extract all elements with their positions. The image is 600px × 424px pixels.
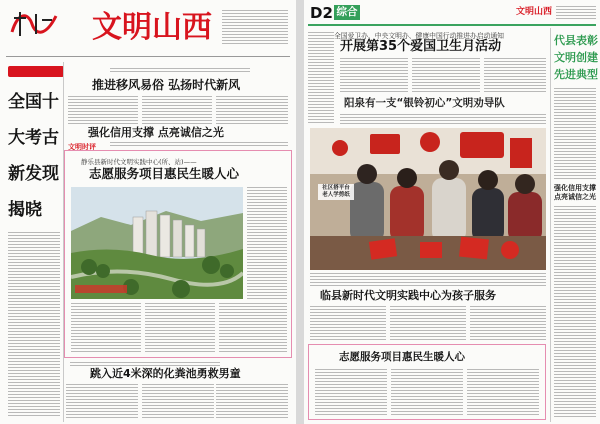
body-text [554,88,596,180]
headline-1[interactable]: 开展第35个爱国卫生月活动 [340,39,502,54]
body-text [340,58,408,94]
page-header-masthead: 文明山西 [516,7,553,17]
left-newspaper-page[interactable] [0,0,296,424]
section-label: 综合 [334,5,360,20]
photo-caption-box [318,184,354,200]
column-divider [550,28,551,422]
column-tag: 文明时评 [68,143,96,151]
featured-headline[interactable]: 志愿服务项目惠民生暖人心 [339,351,465,363]
headline-3[interactable]: 临县新时代文明实践中心为孩子服务 [320,289,496,302]
headline-2[interactable]: 强化信用支撑 点亮诚信之光 [88,126,224,139]
body-text [484,58,546,94]
header-info-text [556,6,596,20]
body-text [247,187,287,299]
paper-cutting-photo [310,128,546,270]
body-text [216,384,288,420]
body-text [308,32,334,124]
body-text [340,114,546,124]
body-text [66,384,138,420]
body-text [391,369,463,415]
side-subhead-line: 强化信用支撑 [554,184,596,192]
red-tag-band [8,66,64,77]
body-text [412,58,480,94]
side-headline[interactable]: 代县表彰文明创建先进典型 [554,34,598,81]
side-subhead[interactable] [554,184,596,202]
side-body-text [8,232,60,418]
body-text [315,369,387,415]
featured-article-box[interactable] [64,150,292,358]
body-text [142,96,212,124]
photo-caption-line: 社区搭平台 [322,185,350,191]
headline-3-kicker [70,362,220,366]
body-text [310,306,386,340]
body-text [142,384,214,420]
body-text [71,303,141,353]
body-text [390,306,466,340]
side-headline[interactable]: 全国十大考古新发现揭晓 [8,92,59,220]
featured-headline[interactable]: 志愿服务项目惠民生暖人心 [89,166,240,181]
landscape-photo [71,187,243,299]
headline-1-kicker [110,68,250,72]
body-text [110,142,288,148]
masthead-rule [6,56,290,57]
body-text [68,96,138,124]
body-text [219,303,287,353]
body-text [467,369,539,415]
landscape-photo-image [71,187,243,299]
masthead-title: 文明山西 [92,10,212,45]
body-text [145,303,215,353]
masthead-info-text [222,10,288,44]
newspaper-logo [8,8,60,40]
headline-1-kicker: 全国爱卫办、中央文明办、健康中国行动推进办启动通知 [334,32,504,40]
body-text [554,206,596,418]
photo-label-band [75,285,127,293]
body-text [216,96,288,124]
headline-2[interactable]: 阳泉有一支“银铃初心”文明劝导队 [344,97,505,109]
side-subhead-line: 点亮诚信之光 [554,193,596,201]
body-text [310,273,546,287]
photo-caption-line: 老人学剪纸 [322,192,350,198]
page-number: D2 [310,4,333,22]
headline-3[interactable]: 跳入近4米深的化粪池勇救男童 [90,367,241,380]
featured-article-box[interactable] [308,344,546,420]
page-gutter [296,0,304,424]
featured-kicker: 静乐县新时代文明实践中心(所、站)—— [81,158,197,166]
body-text [470,306,546,340]
header-rule [308,24,596,26]
headline-1[interactable]: 推进移风易俗 弘扬时代新风 [92,78,241,92]
right-newspaper-page[interactable] [304,0,600,424]
